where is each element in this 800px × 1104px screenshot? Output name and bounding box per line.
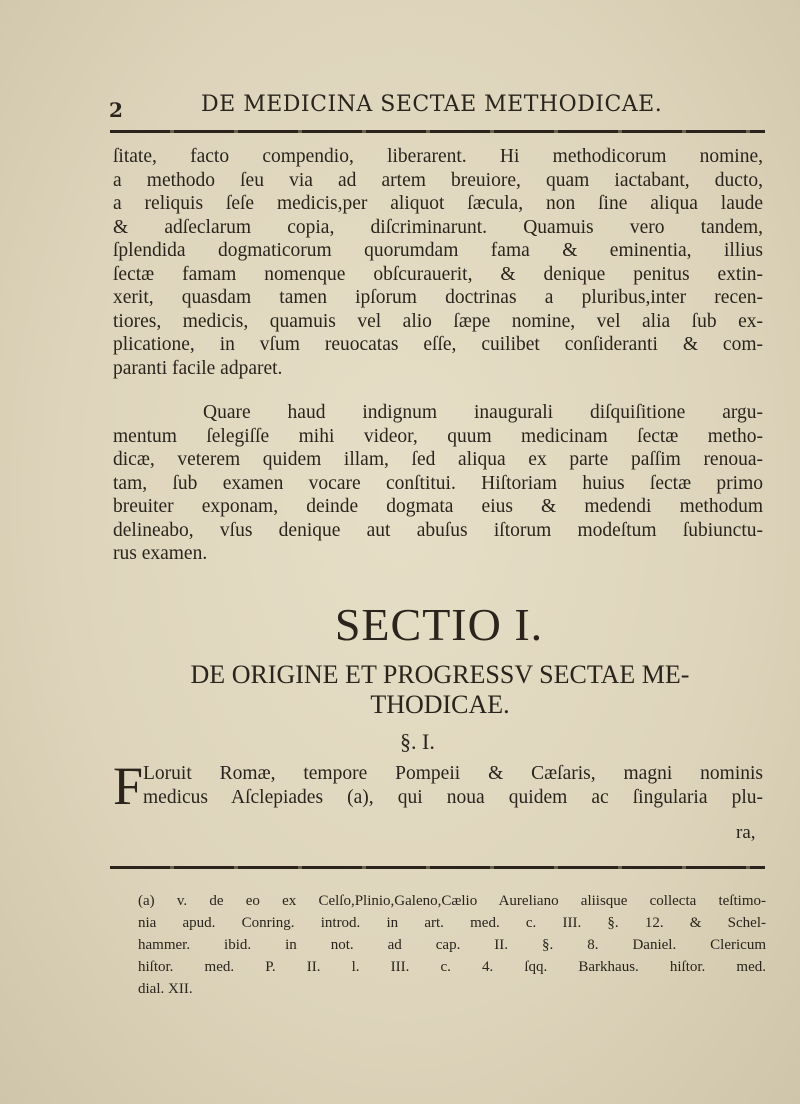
footnote-line: (a) v. de eo ex Celſo,Plinio,Galeno,Cælio Aureliano aliisque collecta teſtimo- [138, 893, 766, 909]
footnote-line: hammer. ibid. in not. ad cap. II. §. 8. Daniel. Clericum [138, 937, 766, 953]
section-heading: SECTIO I. [334, 599, 544, 650]
drop-cap: F [113, 756, 144, 816]
running-header [105, 90, 765, 126]
text-line: tiores, medicis, quamuis vel alio ſæpe nomine, vel alia ſub ex- [113, 310, 763, 332]
text-line: delineabo, vſus denique aut abuſus iſtorum modeſtum ſubiunctu- [113, 519, 763, 541]
footnote [138, 890, 766, 1000]
footnote-line: dial. XII. [138, 981, 193, 997]
catchword: ra, [736, 822, 756, 843]
text-line: medicus Aſclepiades (a), qui noua quidem ac ſingularia plu- [143, 786, 763, 808]
footnote-line: hiſtor. med. P. II. l. III. c. 4. ſqq. Barkhaus. hiſtor. med. [138, 959, 766, 975]
text-line: xerit, quasdam tamen ipſorum doctrinas a pluribus,inter recen- [113, 287, 763, 308]
text-line: paranti facile adparet. [113, 357, 283, 379]
text-line: dicæ, veterem quidem illam, ſed aliqua ex parte paſſim renoua- [113, 449, 763, 470]
header-rule [110, 130, 765, 133]
intro-paragraph [113, 145, 763, 380]
section-subtitle [140, 660, 740, 720]
text-line: ſplendida dogmaticorum quorumdam fama & eminentia, illius [113, 240, 763, 261]
page-number: 2 [109, 98, 124, 122]
text-line: plicatione, in vſum reuocatas eſſe, cuilibet conſideranti & com- [113, 334, 763, 355]
running-title: DE MEDICINA SECTAE METHODICAE. [201, 92, 663, 117]
text-line: tam, ſub examen vocare conſtitui. Hiſtoriam huius ſectæ primo [113, 472, 763, 494]
text-line: & adſeclarum copia, diſcriminarunt. Quamuis vero tandem, [113, 216, 763, 238]
section-one-paragraph [113, 756, 763, 816]
text-line: breuiter exponam, deinde dogmata eius & medendi methodum [113, 496, 763, 517]
paragraph-mark: §. I. [400, 729, 435, 754]
subtitle-line: DE ORIGINE ET PROGRESSV SECTAE ME- [190, 660, 690, 689]
footnote-line: nia apud. Conring. introd. in art. med. c. III. §. 12. & Schel- [138, 915, 766, 931]
text-line: a methodo ſeu via ad artem breuiore, quam iactabant, ducto, [113, 169, 763, 191]
text-line: rus examen. [113, 543, 208, 564]
second-paragraph [113, 401, 763, 566]
subtitle-line: THODICAE. [370, 690, 510, 719]
text-line: Loruit Romæ, tempore Pompeii & Cæſaris, magni nominis [143, 763, 763, 784]
text-line: ſitate, facto compendio, liberarent. Hi methodicorum nomine, [113, 146, 763, 167]
text-line: Quare haud indignum inaugurali diſquiſitione argu- [203, 402, 763, 423]
footnote-rule [110, 866, 765, 869]
text-line: ſectæ famam nomenque obſcurauerit, & denique penitus extin- [113, 263, 763, 285]
text-line: mentum ſelegiſſe mihi videor, quum medicinam ſectæ metho- [113, 425, 763, 447]
text-line: a reliquis ſeſe medicis,per aliquot ſæcula, non ſine aliqua laude [113, 193, 763, 214]
